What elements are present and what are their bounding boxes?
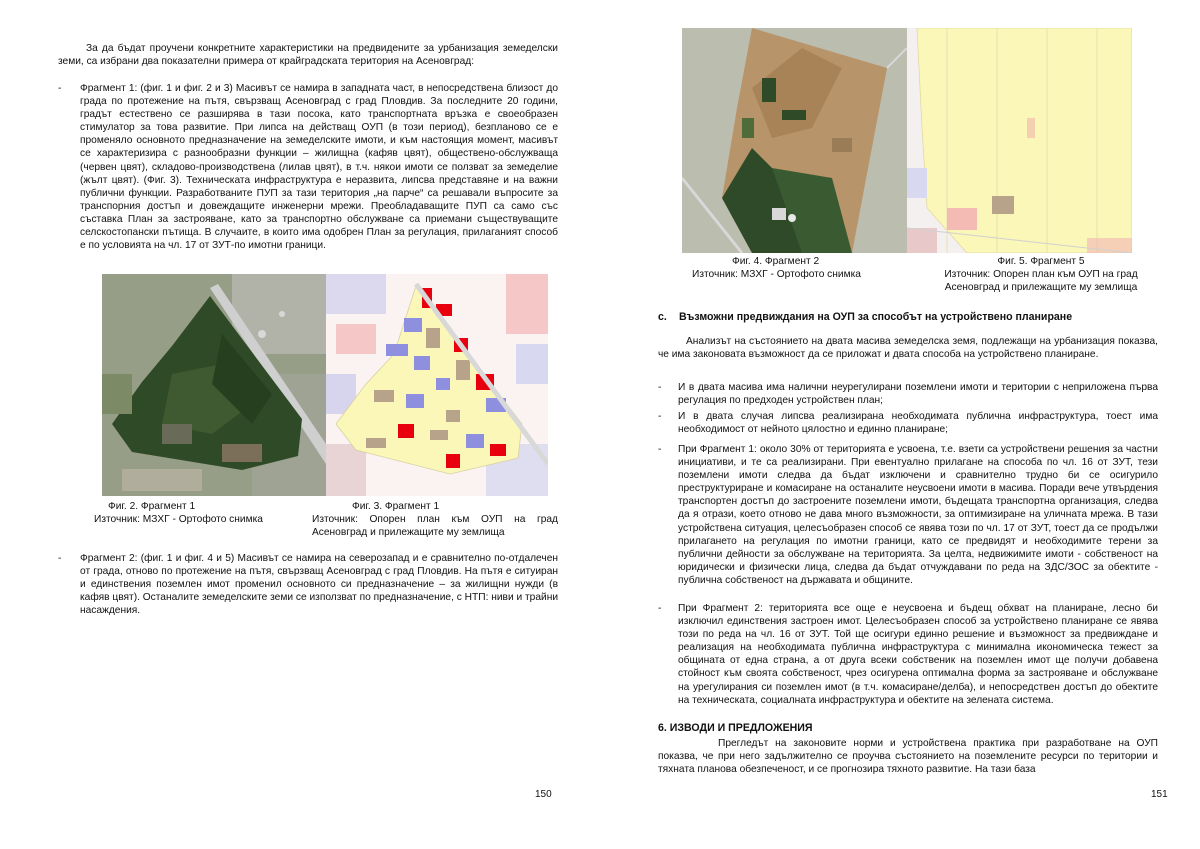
right-bullet-2: И в двата случая липсва реализирана необходимата публична инфраструктура, тоест има необходимост от нейното цялостно и единно планиране; (678, 411, 1158, 436)
right-bullet-4: При Фрагмент 2: територията все още е неусвоена и бъдещ обхват на планиране, лесно би изключил единствения застроен имот. Целесъобразен способ за устройствено планиране се явява този по реда на чл. 16 от ЗУТ. Той ще осигури единно решение и възможност за предвиждане и реализация на необходимата публична инфраструктура с минимална икономическа тежест за общината от една страна, а от друга всеки собственик на поземлен имот ще получи добавена стойност към своята собственост, чрез осигурена оптимална форма за застрояване и обслужване на урегулирания си поземлен имот (в т.ч. комасиране/делба), и непосредствен достъп до обектите на техническата, социалната инфраструктура и обектите на зелената система. (678, 603, 1158, 706)
fig4-caption (692, 255, 892, 281)
fig5-plan (907, 28, 1132, 253)
page-number-left: 150 (535, 789, 552, 800)
fig5-caption-title: Фиг. 5. Фрагмент 5 (997, 256, 1085, 267)
fig3-caption-source: Източник: Опорен план към ОУП на град Асеновград и прилежащите му землища (312, 514, 558, 539)
fig4-caption-source: Източник: МЗХГ - Ортофото снимка (692, 269, 861, 281)
right-bullet-3: При Фрагмент 1: около 30% от територията е усвоена, т.е. взети са устройствени решения за частни инициативи, и те са реализирани. При евентуално прилагане на способа по чл. 16 от ЗУТ, тези поземлени имоти следва да бъдат изключени и сравнително трудно би се осигурило преструктуриране и комасиране на останалите неусвоени имоти в масива. Поради вече утвърдения транспортен достъп до застроените поземлени имоти, бъдещата транспортна организация, следва да я отрази, което отново не дава много възможности, за оптимизиране на уличната мрежа. В тази устройствена ситуация, целесъобразен способ се явява този по чл. 17 от ЗУТ, тоест да се продължи прилагането на регулация по имотни граници, като се предвидят и необходимите терени за публични дейности за обслужване на територията. За целта, недвижимите имоти - собственост на юридически и физически лица, следва да бъдат отчуждавани по реда на ЗДС/ЗОС за обектите - публична собственост на държавата и общините. (678, 444, 1158, 586)
bullet-mark: - (58, 553, 62, 564)
section-6-heading: 6. ИЗВОДИ И ПРЕДЛОЖЕНИЯ (658, 722, 813, 734)
fig2-orthophoto (102, 274, 326, 496)
fragment2-paragraph: Фрагмент 2: (фиг. 1 и фиг. 4 и 5) Масивът се намира на северозапад и е сравнително по-отдалечен от града, отново по протежение на пътя, свързващ Асеновград с град Пловдив. На пътя е ситуиран и единствения поземлен имот променил основното си предназначение – за жилищни нужди (в кафяв цвят). Останалите земеделските земи се използват по предназначение, с НТП: ниви и трайни насаждения. (80, 553, 559, 617)
fig3-caption-title: Фиг. 3. Фрагмент 1 (352, 501, 440, 512)
fragment1-paragraph: Фрагмент 1: (фиг. 1 и фиг. 2 и 3) Масивът се намира в западната част, в непосредствена близост до града по протежение на пътя, свързващ Асеновград с град Пловдив. За последните 20 години, градът естествено се разширява в тази посока, като транспортната връзка е своеобразен стимулатор за това развитие. При липса на действащ ОУП (в този период), безпланово се е променяло основното предназначение на земеделските имоти, и към настоящия момент, масивът се характеризира с разнообразни функции – жилищна (кафяв цвят), обществено-обслужваща (червен цвят), складово-производствена (лилав цвят), в т.ч. някои имоти се ползват за земеделие (жълт цвят). (Фиг. 3). Техническата инфраструктура е неразвита, липсва представяне и на важни публични функции. Разработваните ПУП за тази територия „на парче“ са решавали въпросите за транспорния достъп и довеждащите инженерни мрежи. Преобладаващите ПУП са само със съставка План за застрояване, като за транспортно обслужване са приемани съществуващите селскостопански пътища. В случаите, в които има одобрен План за регулация, прилаганият способ е по условията на чл. 17 от ЗУТ-по имотни граници. (80, 83, 558, 252)
page-number-right: 151 (1151, 789, 1168, 800)
right-bullet-1: И в двата масива има налични неурегулирани поземлени имоти и територии с неприложена първа регулация по предходен устройствен план; (678, 382, 1158, 407)
bullet-mark: - (658, 444, 662, 455)
section-c-title: Възможни предвиждания на ОУП за способът на устройствено планиране (678, 311, 1073, 323)
bullet-mark: - (58, 83, 62, 94)
analysis-paragraph: Анализът на състоянието на двата масива земеделска земя, подлежащи на урбанизация показва, че има законовата възможност да се приложат и двата способа на устройствено планиране. (658, 336, 1158, 361)
fig3-caption (312, 500, 558, 539)
fig3-plan (326, 274, 548, 496)
fig4-caption-title: Фиг. 4. Фрагмент 2 (732, 256, 820, 267)
right-page (600, 0, 1200, 849)
section-c-label: c. (658, 311, 667, 323)
section-c-heading (658, 311, 1158, 324)
fig2-caption (94, 500, 312, 526)
fig2-caption-source: Източник: МЗХГ - Ортофото снимка (94, 514, 263, 526)
bullet-mark: - (658, 411, 662, 422)
fig4-orthophoto (682, 28, 907, 253)
intro-paragraph: За да бъдат проучени конкретните характеристики на предвидените за урбанизация земеделски земи, са избрани два показателни примера от крайградската територия на Асеновград: (58, 43, 558, 68)
fig2-caption-title: Фиг. 2. Фрагмент 1 (108, 501, 196, 512)
fig5-caption-source: Източник: Опорен план към ОУП на град Асеновград и прилежащите му землища (944, 269, 1138, 294)
bullet-mark: - (658, 603, 662, 614)
bullet-mark: - (658, 382, 662, 393)
fig5-caption (926, 255, 1156, 294)
conclusion-paragraph: Прегледът на законовите норми и устройствена практика при разработване на ОУП показва, че при него задължително се проучва състоянието на поземлените ресурси по територии и тяхната планова обезпеченост, и се прогнозира тяхното развитие. На тази база (658, 738, 1158, 776)
